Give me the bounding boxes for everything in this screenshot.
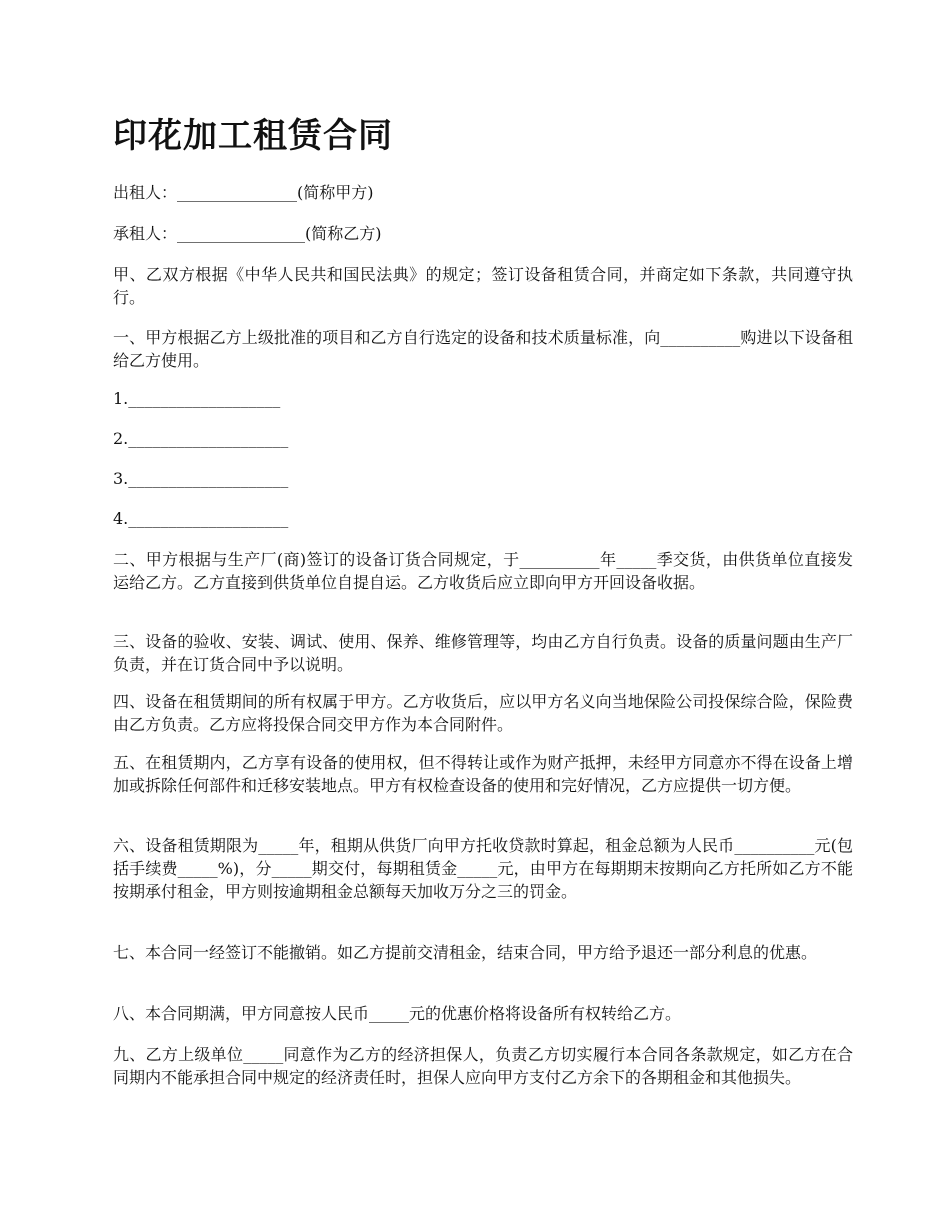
clause-1: 一、甲方根据乙方上级批准的项目和乙方自行选定的设备和技术质量标准，向__________购进以下设备租给乙方使用。: [113, 328, 853, 370]
clause-6: 六、设备租赁期限为_____年，租期从供货厂向甲方托收贷款时算起，租金总额为人民币__________元(包括手续费_____%)，分_____期交付，每期租赁金_____元，由甲方在每期期末按期向乙方托所如乙方不能按期承付租金，甲方则按逾期租金总额每天加收万分之三的罚金。: [113, 836, 853, 901]
equipment-item-2: 2.____________________: [113, 429, 289, 448]
document-title: 印花加工租赁合同: [113, 116, 393, 156]
equipment-item-4: 4.____________________: [113, 509, 289, 528]
clause-8: 八、本合同期满，甲方同意按人民币_____元的优惠价格将设备所有权转给乙方。: [113, 1004, 682, 1023]
clause-3: 三、设备的验收、安装、调试、使用、保养、维修管理等，均由乙方自行负责。设备的质量问题由生产厂负责，并在订货合同中予以说明。: [113, 632, 853, 674]
equipment-item-1: 1.___________________: [113, 389, 281, 408]
equipment-item-3: 3.____________________: [113, 469, 289, 488]
lessee-line: 承租人：________________(简称乙方): [113, 224, 382, 243]
intro-paragraph: 甲、乙双方根据《中华人民共和国民法典》的规定；签订设备租赁合同，并商定如下条款，共同遵守执行。: [113, 265, 853, 307]
clause-5: 五、在租赁期内，乙方享有设备的使用权，但不得转让或作为财产抵押，未经甲方同意亦不得在设备上增加或拆除任何部件和迁移安装地点。甲方有权检查设备的使用和完好情况，乙方应提供一切方便。: [113, 753, 853, 795]
lessor-line: 出租人：_______________(简称甲方): [113, 183, 374, 202]
clause-7: 七、本合同一经签订不能撤销。如乙方提前交清租金，结束合同，甲方给予退还一部分利息的优惠。: [113, 943, 818, 962]
clause-2: 二、甲方根据与生产厂(商)签订的设备订货合同规定，于__________年_____季交货，由供货单位直接发运给乙方。乙方直接到供货单位自提自运。乙方收货后应立即向甲方开回设备收据。: [113, 550, 853, 592]
clause-4: 四、设备在租赁期间的所有权属于甲方。乙方收货后，应以甲方名义向当地保险公司投保综合险，保险费由乙方负责。乙方应将投保合同交甲方作为本合同附件。: [113, 692, 853, 734]
clause-9: 九、乙方上级单位_____同意作为乙方的经济担保人，负责乙方切实履行本合同各条款规定，如乙方在合同期内不能承担合同中规定的经济责任时，担保人应向甲方支付乙方余下的各期租金和其他损失。: [113, 1045, 853, 1087]
